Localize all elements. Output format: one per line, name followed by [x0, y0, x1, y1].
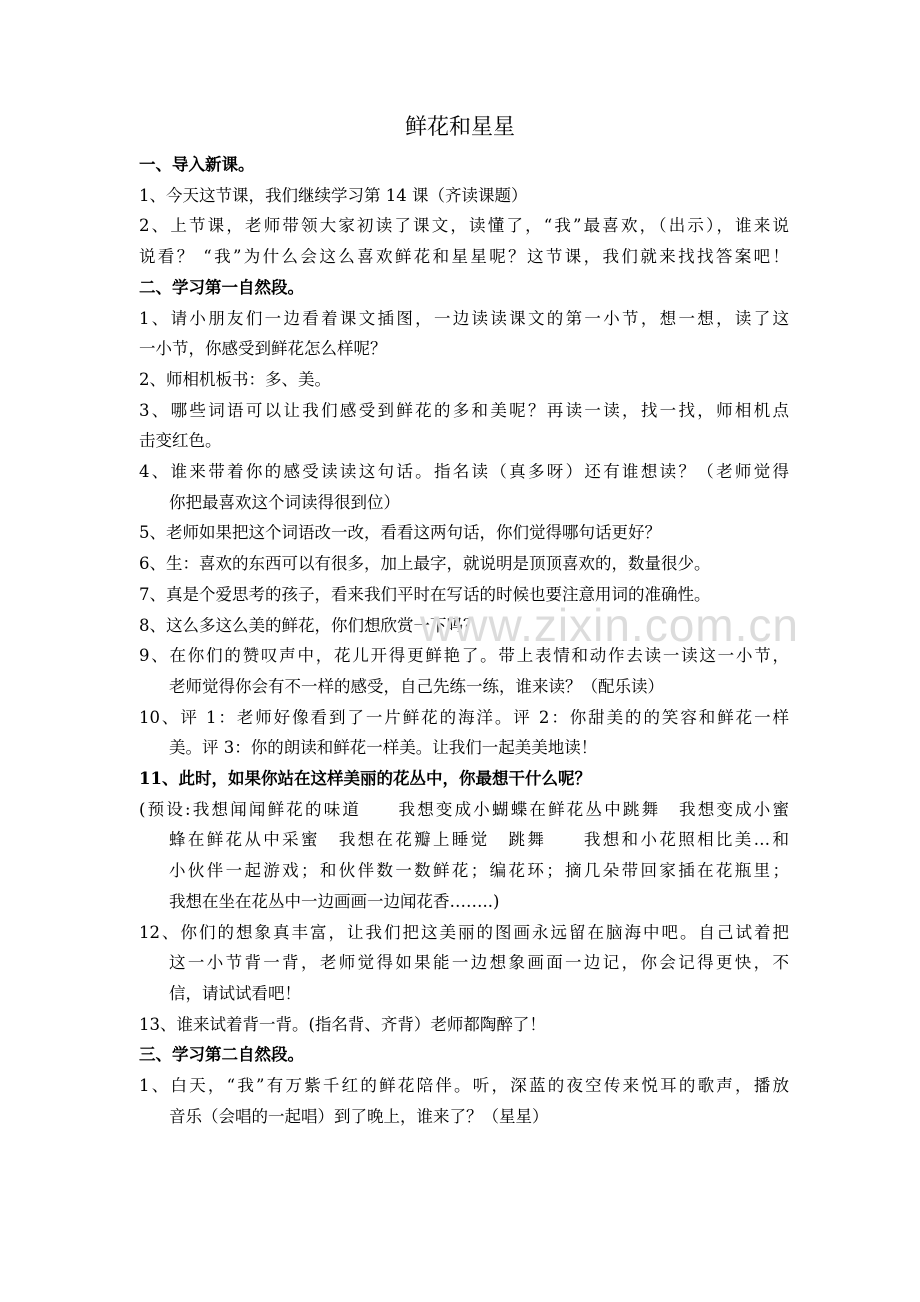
- body-line: (预设:我想闻闻鲜花的味道 我想变成小蝴蝶在鲜花丛中跳舞 我想变成小蜜: [139, 799, 789, 819]
- body-line: 4、谁来带着你的感受读读这句话。指名读（真多呀）还有谁想读？（老师觉得: [139, 462, 789, 482]
- body-line: 小伙伴一起游戏；和伙伴数一数鲜花；编花环；摘几朵带回家插在花瓶里；: [169, 861, 789, 881]
- watermark-text: www.zixin.com.cn: [420, 599, 799, 651]
- body-line: 5、老师如果把这个词语改一改，看看这两句话，你们觉得哪句话更好？: [139, 523, 661, 543]
- body-line: 你把最喜欢这个词读得很到位）: [169, 492, 400, 512]
- body-line: 2、师相机板书：多、美。: [139, 369, 331, 389]
- body-line: 1、白天，“我”有万紫千红的鲜花陪伴。听，深蓝的夜空传来悦耳的歌声，播放: [139, 1076, 789, 1096]
- body-line: 我想在坐在花丛中一边画画一边闻花香……..): [169, 891, 500, 911]
- section-heading: 一、导入新课。: [139, 155, 255, 174]
- body-line: 1、今天这节课，我们继续学习第 14 课（齐读课题）: [139, 185, 528, 205]
- body-line: 12、你们的想象真丰富，让我们把这美丽的图画永远留在脑海中吧。自己试着把: [139, 922, 789, 942]
- body-line: 10、评 1：老师好像看到了一片鲜花的海洋。评 2：你甜美的的笑容和鲜花一样: [139, 707, 789, 727]
- document-title: 鲜花和星星: [404, 115, 515, 140]
- body-line: 老师觉得你会有不一样的感受，自己先练一练，谁来读？（配乐读）: [169, 676, 664, 696]
- body-line: 信，请试试看吧！: [169, 983, 301, 1003]
- body-line: 击变红色。: [139, 431, 222, 451]
- body-line: 蜂在鲜花从中采蜜 我想在花瓣上睡觉 跳舞 我想和小花照相比美…和: [169, 830, 789, 850]
- body-line: 2、上节课，老师带领大家初读了课文，读懂了，“我”最喜欢，（出示），谁来说: [139, 216, 789, 236]
- body-line: 美。评 3：你的朗读和鲜花一样美。让我们一起美美地读！: [169, 738, 598, 758]
- section-heading: 三、学习第二自然段。: [139, 1045, 304, 1065]
- body-line: 音乐（会唱的一起唱）到了晚上，谁来了？（星星）: [169, 1106, 549, 1126]
- body-line: 这一小节背一背，老师觉得如果能一边想象画面一边记，你会记得更快，不: [169, 953, 789, 973]
- body-line: 7、真是个爱思考的孩子，看来我们平时在写话的时候也要注意用词的准确性。: [139, 584, 711, 604]
- section-heading: 二、学习第一自然段。: [139, 277, 304, 297]
- body-line: 一小节，你感受到鲜花怎么样呢？: [139, 339, 387, 359]
- body-line: 8、这么多这么美的鲜花，你们想欣赏一下吗？: [139, 615, 480, 635]
- body-line: 13、谁来试着背一背。(指名背、齐背）老师都陶醉了！: [139, 1014, 546, 1034]
- body-line: 9、在你们的赞叹声中，花儿开得更鲜艳了。带上表情和动作去读一读这一小节，: [139, 646, 789, 666]
- section-heading: 11、此时，如果你站在这样美丽的花丛中，你最想干什么呢？: [139, 769, 591, 789]
- document-body: [139, 150, 789, 1133]
- body-line: 说看？ “我”为什么会这么喜欢鲜花和星星呢？这节课，我们就来找找答案吧！: [139, 247, 789, 267]
- body-line: 1、请小朋友们一边看着课文插图，一边读读课文的第一小节，想一想，读了这: [139, 308, 789, 328]
- body-line: 6、生：喜欢的东西可以有很多，加上最字，就说明是顶顶喜欢的，数量很少。: [139, 554, 711, 574]
- body-line: 3、哪些词语可以让我们感受到鲜花的多和美呢？再读一读，找一找，师相机点: [139, 400, 789, 420]
